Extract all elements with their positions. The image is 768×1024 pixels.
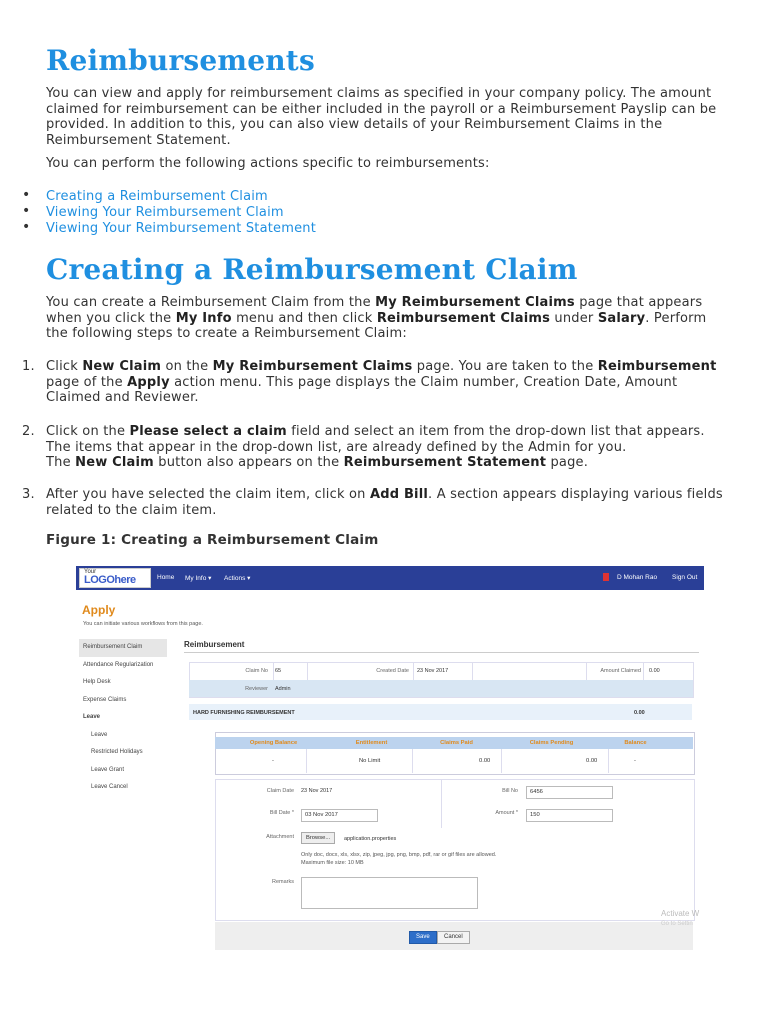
reviewer-value: Admin bbox=[275, 686, 291, 692]
table-cell: - bbox=[634, 758, 636, 764]
sidebar bbox=[79, 639, 167, 797]
browse-button[interactable]: Browse... bbox=[301, 832, 335, 844]
apply-subtitle: You can initiate various workflows from this page. bbox=[83, 621, 203, 627]
list-item: • Viewing Your Reimbursement Statement bbox=[22, 219, 317, 236]
file-size-note: Maximum file size: 10 MB bbox=[301, 860, 364, 866]
link-list bbox=[22, 189, 316, 237]
reviewer-label: Reviewer bbox=[245, 686, 268, 692]
created-date-value: 23 Nov 2017 bbox=[417, 668, 449, 674]
divider bbox=[306, 749, 307, 773]
sidebar-item-leave-grant[interactable]: Leave Grant bbox=[91, 766, 125, 773]
table-cell: 0.00 bbox=[479, 758, 491, 764]
divider bbox=[441, 779, 442, 828]
section-title: Reimbursement bbox=[184, 640, 245, 649]
nav-my-info[interactable]: My Info ▾ bbox=[185, 575, 212, 582]
table-cell: No Limit bbox=[359, 758, 381, 764]
claim-date-label: Claim Date bbox=[266, 788, 294, 794]
activation-watermark: Activate W bbox=[661, 909, 700, 918]
table-header: Claims Pending bbox=[529, 740, 574, 746]
actions-paragraph: You can perform the following actions specific to reimbursements: bbox=[46, 156, 490, 171]
sidebar-item-leave-cancel[interactable]: Leave Cancel bbox=[91, 784, 128, 790]
bill-date-label: Bill Date * bbox=[269, 810, 294, 816]
nav-user[interactable]: D Mohan Rao bbox=[617, 574, 658, 581]
cancel-button[interactable]: Cancel bbox=[437, 931, 470, 944]
apply-title: Apply bbox=[82, 603, 116, 617]
claim-item-name: HARD FURNISHING REIMBURSEMENT bbox=[193, 710, 295, 716]
table-header: Opening Balance bbox=[249, 740, 298, 746]
divider bbox=[413, 662, 414, 680]
step-3: 3. After you have selected the claim item, click on Add Bill. A section appears displaying various fields related to the claim item. bbox=[22, 487, 723, 518]
nav-actions[interactable]: Actions ▾ bbox=[224, 575, 251, 582]
table-header: Balance bbox=[624, 740, 647, 746]
claim-no-value: 65 bbox=[275, 668, 282, 674]
file-type-note: Only doc, docx, xls, xlsx, zip, jpeg, jpg, png, bmp, pdf, rar or gif files are allowed. bbox=[301, 852, 497, 858]
divider bbox=[608, 749, 609, 773]
amount-claimed-label: Amount Claimed bbox=[600, 668, 641, 674]
sidebar-item-reimbursement-claim[interactable]: Reimbursement Claim bbox=[79, 639, 167, 657]
sidebar-item-expense-claims[interactable]: Expense Claims bbox=[83, 696, 127, 703]
logo-small-text: Your bbox=[84, 569, 97, 575]
figure-screenshot bbox=[76, 566, 704, 952]
create-paragraph: You can create a Reimbursement Claim from the My Reimbursement Claims page that appears when you click the My Info menu and then click Reimbursement Claims under Salary. Perform the following steps to create a Reimbursement Claim: bbox=[46, 295, 707, 341]
bill-date-input[interactable]: 03 Nov 2017 bbox=[301, 809, 378, 822]
step-1: 1. Click New Claim on the My Reimbursement Claims page. You are taken to the Reimbursement page of the Apply action menu. This page displays the Claim number, Creation Date, Amount Claimed and Reviewer. bbox=[22, 359, 717, 405]
divider bbox=[472, 662, 473, 680]
list-item: • Viewing Your Reimbursement Claim bbox=[22, 203, 284, 220]
attachment-label: Attachment bbox=[266, 834, 294, 840]
table-cell: 0.00 bbox=[586, 758, 598, 764]
claim-item-amount: 0.00 bbox=[634, 710, 645, 716]
logo bbox=[79, 568, 151, 588]
link-view-claim[interactable]: Viewing Your Reimbursement Claim bbox=[46, 205, 284, 220]
table-header: Entitlement bbox=[355, 740, 388, 746]
activation-watermark-sub: Go to Settin bbox=[661, 921, 693, 927]
remarks-label: Remarks bbox=[271, 879, 294, 885]
sidebar-item-attendance[interactable]: Attendance Regularization bbox=[83, 661, 154, 668]
bill-no-label: Bill No bbox=[502, 788, 518, 794]
logo-text: LOGOhere bbox=[84, 574, 136, 586]
divider bbox=[273, 662, 274, 680]
claim-date-value: 23 Nov 2017 bbox=[301, 788, 333, 794]
sidebar-item-restricted-holidays[interactable]: Restricted Holidays bbox=[91, 749, 143, 755]
divider bbox=[501, 749, 502, 773]
top-nav-bar bbox=[76, 566, 704, 590]
intro-paragraph: You can view and apply for reimbursement claims as specified in your company policy. The amount claimed for reimbursement can be either included in the payroll or a Reimbursement Payslip can be provided. In addition to this, you can also view details of your Reimbursement Claims in the Reimbursement Statement. bbox=[46, 86, 717, 148]
figure-caption: Figure 1: Creating a Reimbursement Claim bbox=[46, 532, 379, 548]
page-heading: Reimbursements bbox=[46, 44, 315, 77]
table-header: Claims Paid bbox=[440, 740, 473, 746]
file-name: application.properties bbox=[344, 836, 397, 842]
divider bbox=[184, 652, 699, 653]
table-cell: - bbox=[272, 758, 274, 764]
amount-label: Amount * bbox=[495, 810, 518, 816]
divider bbox=[412, 749, 413, 773]
list-item: • Creating a Reimbursement Claim bbox=[22, 187, 268, 204]
nav-sign-out[interactable]: Sign Out bbox=[672, 574, 698, 581]
amount-claimed-value: 0.00 bbox=[649, 668, 660, 674]
nav-home[interactable]: Home bbox=[157, 574, 175, 581]
save-button[interactable]: Save bbox=[409, 931, 437, 944]
section-heading: Creating a Reimbursement Claim bbox=[46, 253, 578, 286]
sidebar-group-leave: Leave bbox=[83, 714, 101, 720]
created-date-label: Created Date bbox=[376, 668, 409, 674]
claim-no-label: Claim No bbox=[245, 668, 268, 674]
divider bbox=[643, 662, 644, 680]
sidebar-item-help-desk[interactable]: Help Desk bbox=[83, 679, 111, 685]
link-create-claim[interactable]: Creating a Reimbursement Claim bbox=[46, 189, 268, 204]
sidebar-item-leave[interactable]: Leave bbox=[91, 731, 108, 738]
remarks-textarea[interactable] bbox=[301, 877, 478, 909]
link-view-statement[interactable]: Viewing Your Reimbursement Statement bbox=[46, 221, 317, 236]
amount-input[interactable]: 150 bbox=[526, 809, 613, 822]
divider bbox=[307, 662, 308, 680]
user-icon bbox=[603, 573, 609, 581]
step-2: 2. Click on the Please select a claim field and select an item from the drop-down list that appears. The items that appear in the drop-down list, are already defined by the Admin for you. The New Claim button also appears on the Reimbursement Statement page. bbox=[22, 424, 705, 470]
bill-no-input[interactable]: 6456 bbox=[526, 786, 613, 799]
